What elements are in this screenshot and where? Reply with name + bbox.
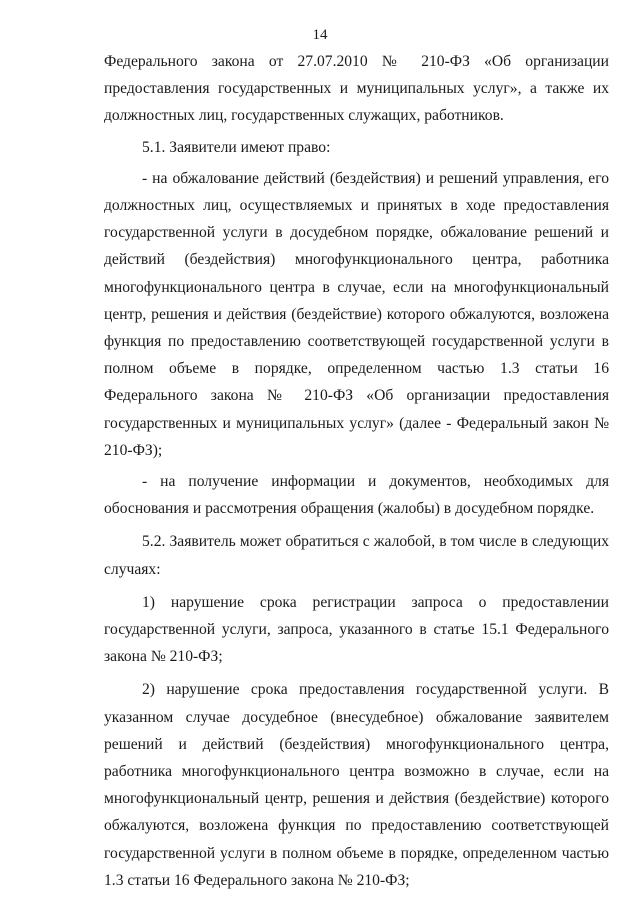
page-number: 14 <box>312 27 328 43</box>
list-item-2: 2) нарушение срока предоставления государственной услуги. В указанном случае досудебное (внесудебное) обжалование заявителем решений и действий (бездействия) многофункционального центра, работника многофункционального центра возможно в случае, если на многофункциональный центр, решения и действия (бездействие) которого обжалуются, возложена функция по предоставлению соответствующей государственной услуги в полном объеме в порядке, определенном частью 1.3 статьи 16 Федерального закона № 210-ФЗ; <box>104 681 609 889</box>
document-body <box>104 48 609 894</box>
paragraph-5-2-heading: 5.2. Заявитель может обратиться с жалобой, в том числе в следующих случаях: <box>104 533 609 578</box>
paragraph-right-information: - на получение информации и документов, необходимых для обоснования и рассмотрения обращения (жалобы) в досудебном порядке. <box>104 473 609 518</box>
paragraph-law-reference: Федерального закона от 27.07.2010 № 210-ФЗ «Об организации предоставления государственных и муниципальных услуг», а также их должностных лиц, государственных служащих, работников. <box>104 53 609 125</box>
list-item-1: 1) нарушение срока регистрации запроса о предоставлении государственной услуги, запроса, указанного в статье 15.1 Федерального закона № 210-ФЗ; <box>104 593 609 666</box>
paragraph-right-appeal: - на обжалование действий (бездействия) и решений управления, его должностных лиц, осуществляемых и принятых в ходе предоставления государственной услуги в досудебном порядке, обжалование решений и действий (бездействия) многофункционального центра, работника многофункционального центра в случае, если на многофункциональный центр, решения и действия (бездействие) которого обжалуются, возложена функция по предоставлению соответствующей государственной услуги в полном объеме в порядке, определенном частью 1.3 статьи 16 Федерального закона № 210-ФЗ «Об организации предоставления государственных и муниципальных услуг» (далее - Федеральный закон № 210-ФЗ); <box>104 169 609 459</box>
paragraph-5-1-heading: 5.1. Заявители имеют право: <box>142 138 331 156</box>
